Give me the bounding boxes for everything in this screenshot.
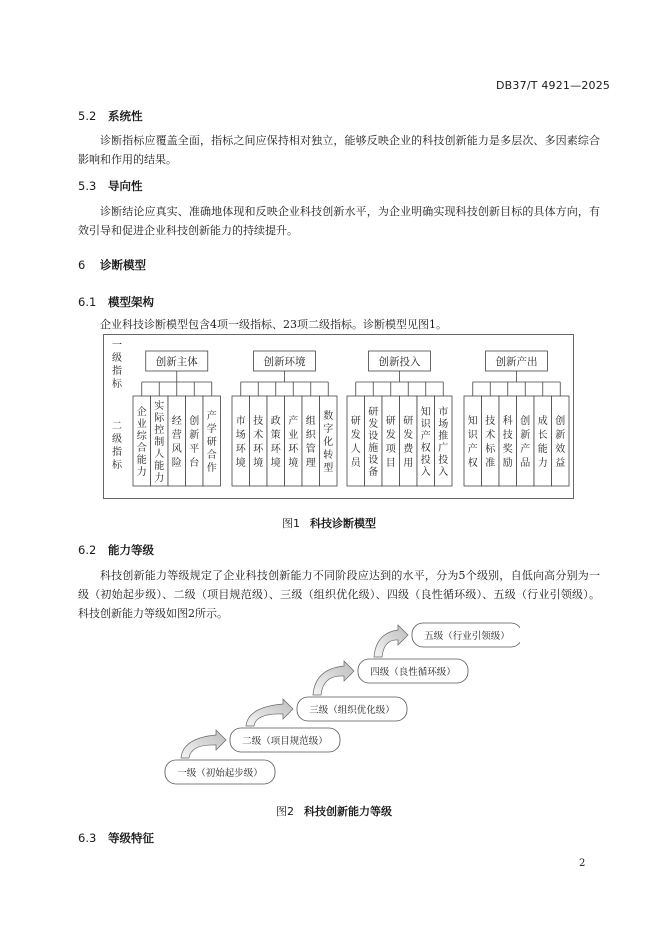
svg-text:市场环境: 市场环境 [235, 416, 246, 469]
section-6-3-title: 等级特征 [108, 831, 154, 845]
svg-text:经营风险: 经营风险 [171, 416, 182, 469]
figure1-level2-box [517, 396, 535, 486]
figure1-level1-label [112, 340, 123, 390]
section-6-1-paragraph: 企业科技诊断模型包含4项一级指标、23项二级指标。诊断模型见图1。 [100, 318, 447, 331]
section-5-2-number: 5.2 [78, 109, 97, 123]
figure2-level-1 [165, 760, 275, 784]
section-6-number: 6 [78, 258, 86, 272]
svg-text:产学研合作: 产学研合作 [206, 411, 217, 474]
figure2-step-arrow-icon [313, 661, 354, 695]
section-6-title: 诊断模型 [100, 258, 146, 272]
figure2-caption-number: 图2 [276, 805, 294, 818]
figure2-level-label: 一级（初始起步级） [177, 768, 263, 779]
section-5-2-paragraph: 诊断指标应覆盖全面，指标之间应保持相对独立，能够反映企业的科技创新能力是多层次、多因素综合影响和作用的结果。 [78, 134, 600, 166]
svg-text:技术标准: 技术标准 [485, 416, 496, 469]
figure1-level1-box [369, 351, 431, 371]
figure1-level2-box [232, 396, 250, 486]
section-5-2-title: 系统性 [108, 109, 143, 123]
section-6-1-number: 6.1 [78, 295, 97, 309]
figure2-caption-title: 科技创新能力等级 [304, 805, 392, 818]
figure1-level2-box [365, 396, 383, 486]
svg-text:产业环境: 产业环境 [288, 416, 299, 469]
figure2-level-5 [412, 623, 520, 647]
figure2-level-label: 五级（行业引领级） [424, 631, 510, 642]
svg-text:市场推广投入: 市场推广投入 [438, 407, 449, 478]
figure1-level2-name [438, 405, 448, 478]
section-5-2-heading [78, 108, 143, 124]
figure1-group-4 [464, 351, 569, 486]
section-5-3-number: 5.3 [78, 179, 97, 193]
figure1-level2-box [320, 396, 338, 486]
figure1-level2-box [267, 396, 285, 486]
figure1-caption-title: 科技诊断模型 [310, 517, 376, 530]
figure1-level2-box [133, 396, 151, 486]
figure1-group-1 [133, 351, 221, 486]
svg-text:一级指标: 一级指标 [112, 340, 122, 390]
figure1-level2-name [323, 409, 333, 474]
section-5-3-heading [78, 178, 143, 194]
page-number: 2 [579, 858, 586, 869]
figure1-level2-box [400, 396, 418, 486]
section-6-3-number: 6.3 [78, 831, 97, 845]
svg-text:实际控制人能力: 实际控制人能力 [154, 401, 165, 484]
figure2-level-2 [230, 728, 340, 752]
figure1-level1-name: 创新产出 [495, 356, 538, 368]
figure1-level2-box [151, 396, 169, 486]
figure1-level2-name [207, 409, 217, 474]
figure1-level2-box [203, 396, 221, 486]
figure1-level2-box [382, 396, 400, 486]
svg-text:组织管理: 组织管理 [305, 416, 316, 469]
figure1-level1-box [146, 351, 208, 371]
section-6-1-title: 模型架构 [108, 295, 154, 309]
svg-text:科技奖励: 科技奖励 [502, 416, 513, 469]
svg-text:二级指标: 二级指标 [112, 421, 122, 471]
figure1-level1-name: 创新投入 [378, 356, 421, 368]
figure1-level2-box [464, 396, 482, 486]
figure2-level-label: 四级（良性循环级） [370, 667, 456, 678]
svg-text:创新平台: 创新平台 [189, 416, 200, 469]
figure1-level2-name [154, 400, 165, 484]
figure1-level2-box [347, 396, 365, 486]
figure1-level1-name: 创新环境 [263, 356, 306, 368]
section-6-2-title: 能力等级 [108, 543, 154, 557]
svg-text:创新效益: 创新效益 [555, 416, 566, 469]
figure1-level2-box [186, 396, 204, 486]
section-6-2-paragraph: 科技创新能力等级规定了企业科技创新能力不同阶段应达到的水平，分为5个级别，自低向高分别为一级（初始起步级）、二级（项目规范级）、三级（组织优化级）、四级（良性循环级）、五级（行业引领级）。科技创新能力等级如图2所示。 [78, 569, 600, 620]
figure1-group-3 [347, 351, 452, 486]
svg-text:知识产权投入: 知识产权投入 [420, 407, 431, 478]
figure1-level2-box [417, 396, 435, 486]
figure1-level2-name [137, 405, 148, 478]
figure1-level1-box [486, 351, 548, 371]
section-5-3-title: 导向性 [108, 179, 143, 193]
section-6-heading [78, 257, 146, 273]
figure1-diagram [103, 334, 575, 500]
svg-text:研发项目: 研发项目 [385, 416, 396, 469]
section-6-2-heading [78, 542, 154, 558]
section-5-3-paragraph: 诊断结论应真实、准确地体现和反映企业科技创新水平，为企业明确实现科技创新目标的具体方向，有效引导和促进企业科技创新能力的持续提升。 [78, 205, 600, 237]
figure1-level2-box [482, 396, 500, 486]
svg-text:研发人员: 研发人员 [350, 416, 361, 469]
section-6-2-number: 6.2 [78, 543, 97, 557]
figure1-level2-box [285, 396, 303, 486]
figure1-level1-name: 创新主体 [155, 356, 198, 368]
figure1-caption-number: 图1 [282, 517, 300, 530]
figure1-level2-box [499, 396, 517, 486]
figure1-level2-box [168, 396, 186, 486]
standard-code: DB37/T 4921—2025 [496, 79, 611, 92]
svg-text:企业综合能力: 企业综合能力 [136, 407, 147, 478]
svg-text:研发费用: 研发费用 [403, 416, 414, 469]
svg-text:数字化转型: 数字化转型 [323, 411, 334, 474]
figure2-step-arrow-icon [246, 699, 293, 726]
figure1-level2-label [112, 421, 123, 471]
figure1-caption [282, 515, 376, 531]
figure2-level-label: 三级（组织优化级） [309, 705, 395, 716]
figure1-level2-box [552, 396, 570, 486]
figure1-level2-box [250, 396, 268, 486]
figure1-level2-box [302, 396, 320, 486]
figure2-level-label: 二级（项目规范级） [242, 736, 328, 747]
svg-text:研发设施设备: 研发设施设备 [368, 407, 379, 478]
svg-text:技术环境: 技术环境 [253, 416, 264, 469]
svg-text:知识产权: 知识产权 [467, 416, 478, 469]
figure1-level2-box [435, 396, 453, 486]
figure2-caption [276, 803, 392, 819]
figure2-level-3 [297, 697, 407, 721]
figure1-group-2 [232, 351, 337, 486]
svg-text:政策环境: 政策环境 [270, 416, 281, 469]
figure2-step-arrow-icon [374, 625, 408, 657]
figure2-diagram [160, 618, 520, 790]
svg-text:成长能力: 成长能力 [537, 416, 548, 469]
section-6-1-heading [78, 294, 154, 310]
svg-text:创新产品: 创新产品 [520, 416, 531, 469]
section-6-3-heading [78, 830, 154, 846]
figure2-level-4 [358, 659, 468, 683]
figure1-level2-box [534, 396, 552, 486]
figure1-level1-box [254, 351, 316, 371]
figure2-step-arrow-icon [181, 730, 226, 758]
